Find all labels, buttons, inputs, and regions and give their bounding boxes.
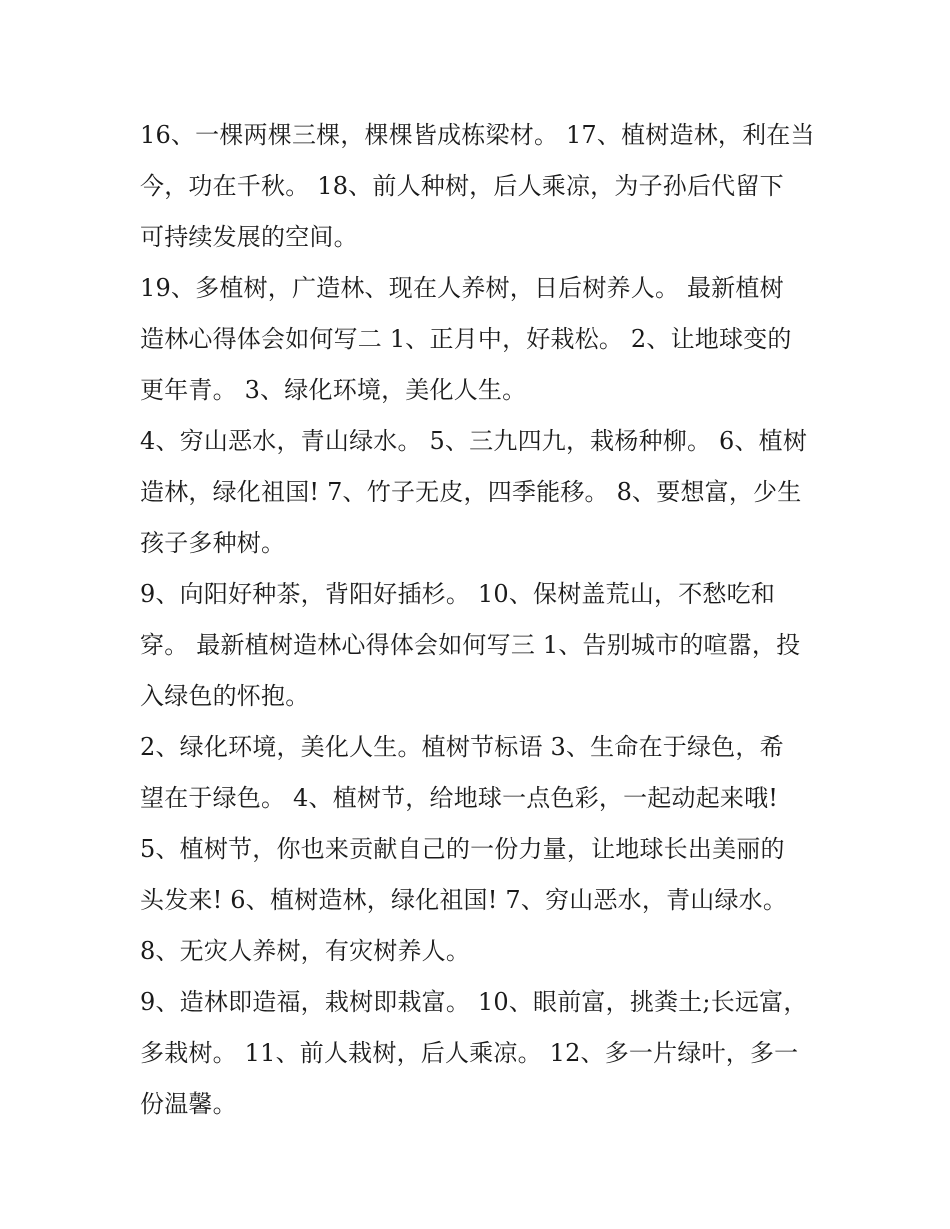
text-line: 16、一棵两棵三棵，棵棵皆成栋梁材。 17、植树造林，利在当 [140,121,815,149]
document-body [140,110,820,1130]
text-line: 8、无灾人养树，有灾树养人。 [140,937,471,965]
text-line: 更年青。 3、绿化环境，美化人生。 [140,376,527,404]
text-line: 2、绿化环境，美化人生。植树节标语 3、生命在于绿色，希 [140,733,784,761]
text-line: 望在于绿色。 4、植树节，给地球一点色彩，一起动起来哦! [140,784,779,812]
text-line: 9、造林即造福，栽树即栽富。 10、眼前富，挑粪土;长远富， [140,988,808,1016]
text-line: 穿。 最新植树造林心得体会如何写三 1、告别城市的喧嚣，投 [140,631,801,659]
text-line: 4、穷山恶水，青山绿水。 5、三九四九，栽杨种柳。 6、植树 [140,427,808,455]
text-line: 9、向阳好种茶，背阳好插杉。 10、保树盖荒山，不愁吃和 [140,580,776,608]
text-line: 5、植树节，你也来贡献自己的一份力量，让地球长出美丽的 [140,835,785,863]
text-line: 19、多植树，广造林、现在人养树，日后树养人。 最新植树 [140,274,784,302]
text-line: 入绿色的怀抱。 [140,682,310,710]
text-line: 多栽树。 11、前人栽树，后人乘凉。 12、多一片绿叶，多一 [140,1039,799,1067]
text-line: 今，功在千秋。 18、前人种树，后人乘凉，为子孙后代留下 [140,172,784,200]
text-line: 份温馨。 [140,1090,237,1118]
text-line: 可持续发展的空间。 [140,223,358,251]
text-line: 造林，绿化祖国! 7、竹子无皮，四季能移。 8、要想富，少生 [140,478,802,506]
text-line: 孩子多种树。 [140,529,286,557]
text-line: 造林心得体会如何写二 1、正月中，好栽松。 2、让地球变的 [140,325,792,353]
text-line: 头发来! 6、植树造林，绿化祖国! 7、穷山恶水，青山绿水。 [140,886,788,914]
